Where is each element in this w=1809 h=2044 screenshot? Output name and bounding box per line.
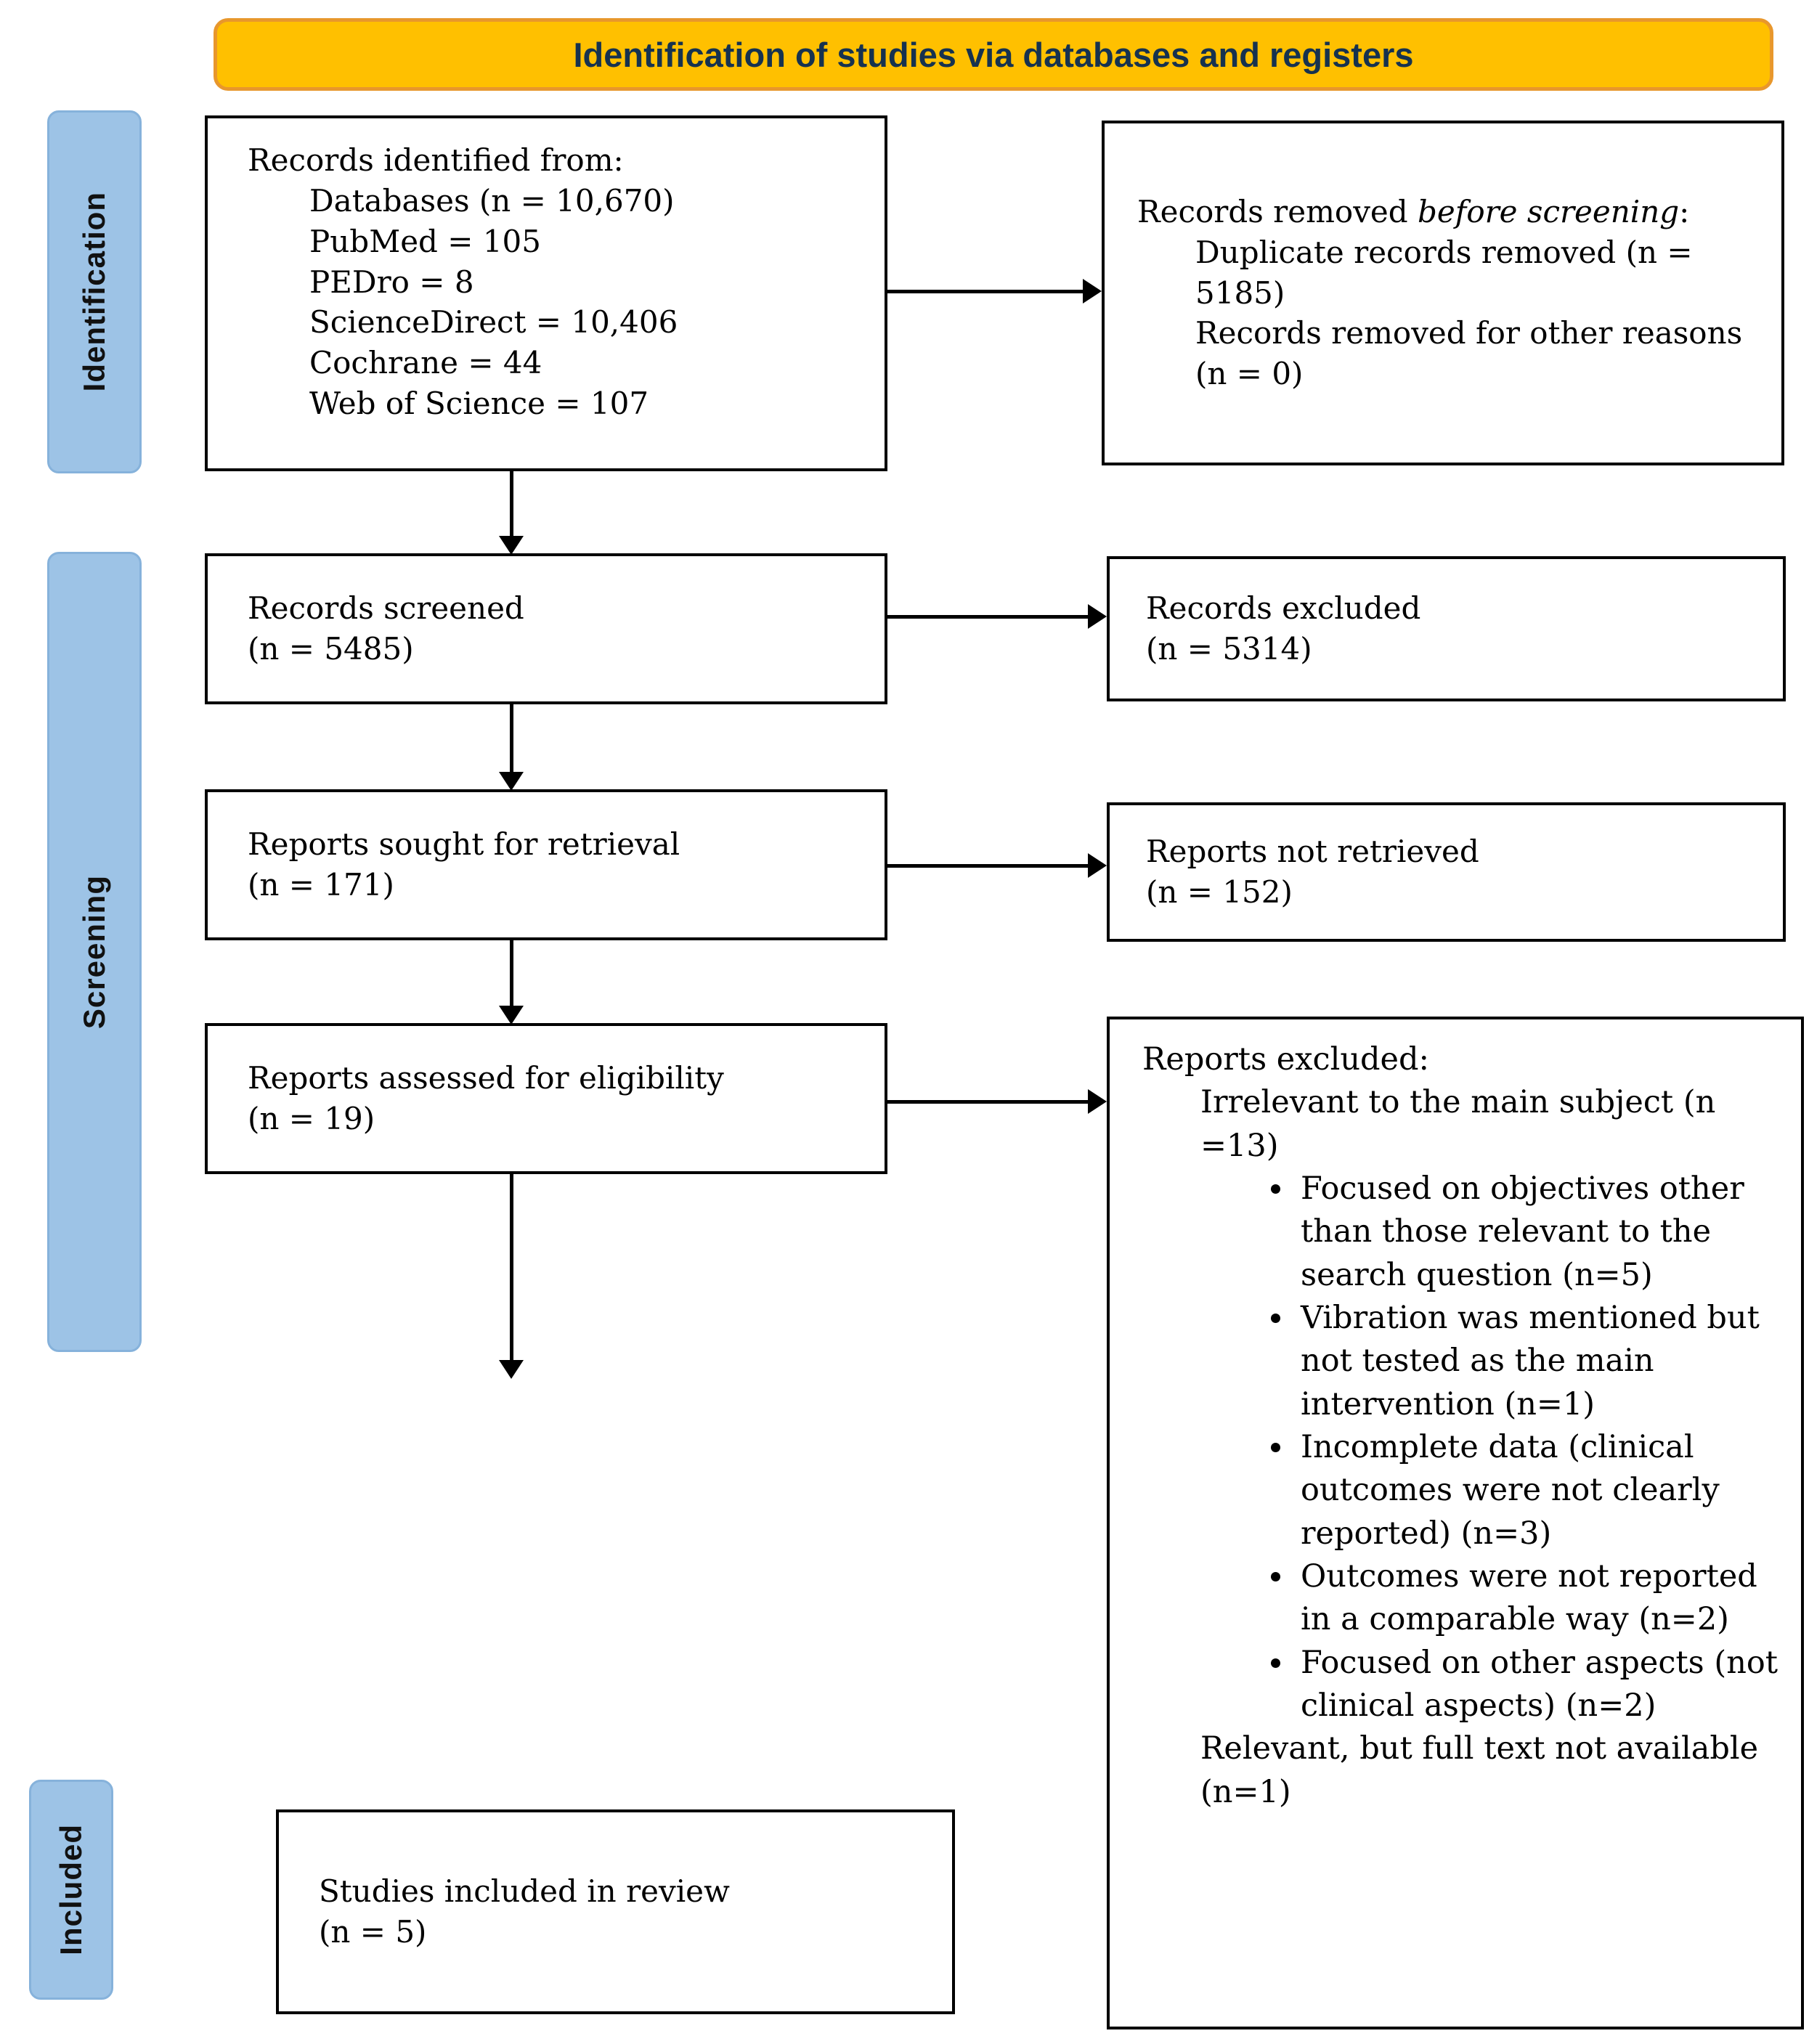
stage-included-label: Included: [54, 1824, 88, 1955]
stage-screening: [47, 552, 142, 1352]
box-records-excluded: [1107, 556, 1786, 701]
box-studies-included: [276, 1809, 955, 2014]
arrow-assessed-to-excluded-head: [1088, 1089, 1107, 1114]
records-removed-title: [1137, 192, 1760, 232]
records-identified-line: PEDro = 8: [309, 264, 474, 300]
arrow-assessed-to-excluded-line: [887, 1100, 1089, 1104]
reports-not-retrieved-line2: (n = 152): [1146, 874, 1293, 910]
box-records-removed: [1102, 121, 1784, 465]
reports-excluded-reason-list: [1142, 1168, 1779, 1727]
records-removed-line: Records removed for other reasons (n = 0): [1195, 315, 1743, 392]
exclusion-reason: • Incomplete data (clinical outcomes were not clearly reported) (n=3): [1295, 1426, 1779, 1555]
reports-assessed-line2: (n = 19): [248, 1101, 375, 1136]
arrow-screened-to-sought-line: [510, 704, 513, 773]
records-identified-title: Records identified from:: [248, 142, 624, 178]
records-identified-line: ScienceDirect = 10,406: [309, 304, 678, 341]
arrow-identified-to-removed-head: [1083, 279, 1102, 304]
box-reports-sought: [205, 789, 887, 940]
reports-excluded-footer: Relevant, but full text not available (n=1): [1200, 1730, 1759, 1810]
arrow-identified-to-screened-head: [499, 536, 524, 555]
arrow-assessed-to-included-head: [499, 1360, 524, 1379]
reports-sought-line1: Reports sought for retrieval: [248, 826, 680, 863]
records-removed-line: Duplicate records removed (n = 5185): [1195, 234, 1693, 311]
reports-assessed-line1: Reports assessed for eligibility: [248, 1060, 724, 1096]
arrow-assessed-to-included-line: [510, 1174, 513, 1361]
records-screened-line1: Records screened: [248, 590, 524, 627]
diagram-title: Identification of studies via databases and registers: [573, 35, 1414, 74]
arrow-identified-to-screened-line: [510, 471, 513, 539]
exclusion-reason: • Focused on objectives other than those relevant to the search question (n=5): [1295, 1168, 1779, 1297]
records-excluded-line1: Records excluded: [1146, 590, 1421, 627]
records-identified-line: Web of Science = 107: [309, 386, 649, 422]
diagram-title-banner: [214, 18, 1773, 91]
studies-included-line2: (n = 5): [319, 1914, 427, 1950]
box-reports-not-retrieved: [1107, 802, 1786, 942]
reports-sought-line2: (n = 171): [248, 867, 394, 903]
arrow-sought-to-assessed-line: [510, 940, 513, 1007]
stage-included: [29, 1780, 113, 2000]
records-identified-line: Databases (n = 10,670): [309, 182, 675, 219]
box-reports-assessed: [205, 1023, 887, 1174]
arrow-sought-to-not-retrieved-line: [887, 864, 1089, 868]
arrow-sought-to-not-retrieved-head: [1088, 853, 1107, 878]
reports-not-retrieved-line1: Reports not retrieved: [1146, 834, 1479, 870]
box-records-identified: [205, 115, 887, 471]
records-screened-line2: (n = 5485): [248, 631, 414, 667]
arrow-sought-to-assessed-head: [499, 1006, 524, 1025]
stage-screening-label: Screening: [77, 874, 111, 1030]
exclusion-reason: • Vibration was mentioned but not tested as the main intervention (n=1): [1295, 1297, 1779, 1426]
stage-identification-label: Identification: [77, 192, 111, 392]
reports-excluded-subtitle: Irrelevant to the main subject (n =13): [1200, 1084, 1716, 1164]
stage-identification: [47, 110, 142, 473]
arrow-screened-to-excluded-line: [887, 615, 1089, 619]
arrow-identified-to-removed-line: [887, 290, 1084, 293]
records-excluded-line2: (n = 5314): [1146, 631, 1312, 667]
arrow-screened-to-sought-head: [499, 772, 524, 791]
exclusion-reason: • Focused on other aspects (not clinical aspects) (n=2): [1295, 1642, 1779, 1728]
box-reports-excluded: [1107, 1017, 1804, 2029]
records-removed-title-suffix: :: [1679, 193, 1690, 229]
records-removed-title-prefix: Records removed: [1137, 193, 1418, 229]
studies-included-line1: Studies included in review: [319, 1873, 730, 1910]
records-identified-line: Cochrane = 44: [309, 345, 542, 381]
arrow-screened-to-excluded-head: [1088, 604, 1107, 629]
box-records-screened: [205, 553, 887, 704]
reports-excluded-title: Reports excluded:: [1142, 1041, 1430, 1078]
records-identified-line: PubMed = 105: [309, 223, 541, 259]
records-removed-title-italic: before screening: [1418, 193, 1680, 229]
exclusion-reason: • Outcomes were not reported in a comparable way (n=2): [1295, 1555, 1779, 1642]
